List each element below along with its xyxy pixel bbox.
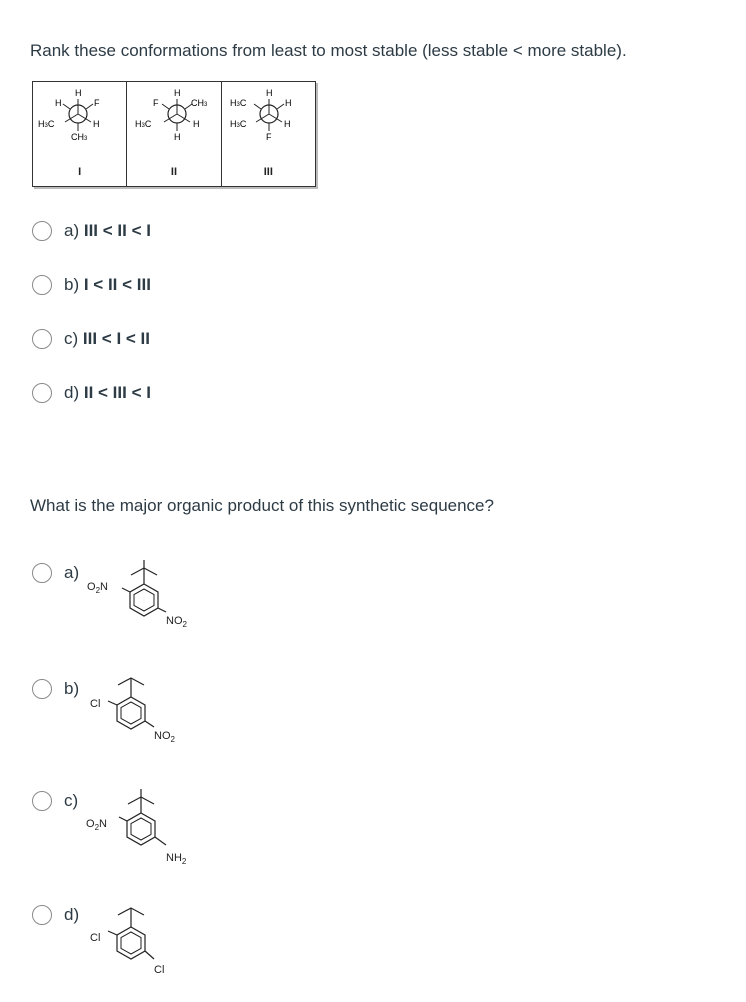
svg-text:CH3: CH3 bbox=[191, 98, 208, 108]
conformation-table bbox=[32, 81, 316, 187]
newman-projection-II-icon bbox=[127, 82, 227, 162]
svg-text:Cl: Cl bbox=[90, 698, 101, 710]
conformation-label-III: III bbox=[263, 166, 273, 178]
q1-option-c-radio[interactable] bbox=[32, 329, 52, 349]
conformation-III bbox=[222, 82, 315, 186]
conformation-label-II: II bbox=[170, 166, 178, 178]
q1-option-b[interactable] bbox=[32, 275, 151, 295]
q2-option-c-label: c) bbox=[64, 791, 79, 810]
q2-option-a-structure-icon bbox=[86, 560, 206, 645]
svg-text:F: F bbox=[94, 98, 100, 108]
q2-option-d-label: d) bbox=[64, 905, 80, 924]
svg-text:O2N: $O_2N$ bbox=[87, 581, 108, 595]
q1-option-a-radio[interactable] bbox=[32, 221, 52, 241]
q1-option-a[interactable] bbox=[32, 221, 151, 241]
svg-text:NO2: $NO_2$ bbox=[154, 730, 175, 744]
q1-option-a-label: a) III < II < I bbox=[64, 221, 151, 240]
svg-text:F: F bbox=[153, 98, 159, 108]
question2-prompt: What is the major organic product of this synthetic sequence? bbox=[30, 496, 494, 515]
q2-option-a-label: a) bbox=[64, 563, 80, 582]
svg-text:H: H bbox=[283, 119, 291, 129]
q2-option-a-radio[interactable] bbox=[32, 563, 52, 583]
q2-option-c-structure-icon bbox=[86, 789, 206, 874]
q2-option-b-radio[interactable] bbox=[32, 679, 52, 699]
svg-text:H: H bbox=[75, 88, 82, 98]
q2-option-a[interactable] bbox=[32, 563, 79, 583]
svg-text:H3C: H3C bbox=[229, 98, 246, 108]
newman-projection-III-icon bbox=[222, 82, 316, 162]
q2-option-c-radio[interactable] bbox=[32, 791, 52, 811]
svg-text:CH3: CH3 bbox=[71, 132, 88, 142]
q1-option-b-radio[interactable] bbox=[32, 275, 52, 295]
svg-text:NH2: $NH_2$ bbox=[166, 852, 187, 866]
q2-option-d-radio[interactable] bbox=[32, 905, 52, 925]
q1-option-d-label: d) II < III < I bbox=[64, 383, 151, 402]
q2-option-c[interactable] bbox=[32, 791, 78, 811]
conformation-label-I: I bbox=[78, 166, 82, 178]
question1-prompt: Rank these conformations from least to most stable (less stable < more stable). bbox=[30, 41, 627, 60]
svg-text:H3C: H3C bbox=[38, 119, 55, 129]
svg-text:F: F bbox=[265, 132, 272, 142]
q2-option-b[interactable] bbox=[32, 679, 79, 699]
q2-option-b-label: b) bbox=[64, 679, 80, 698]
svg-text:H: H bbox=[284, 98, 292, 108]
svg-text:H3C: H3C bbox=[229, 119, 246, 129]
q1-option-c[interactable] bbox=[32, 329, 150, 349]
svg-text:Cl: Cl bbox=[154, 964, 165, 976]
q1-option-d[interactable] bbox=[32, 383, 151, 403]
newman-projection-I-icon bbox=[33, 82, 123, 162]
q1-option-d-radio[interactable] bbox=[32, 383, 52, 403]
svg-text:H: H bbox=[55, 98, 62, 108]
svg-text:H: H bbox=[193, 119, 200, 129]
conformation-I bbox=[33, 82, 127, 186]
conformation-II bbox=[127, 82, 221, 186]
q1-option-c-label: c) III < I < II bbox=[64, 329, 150, 348]
svg-text:NO2: $NO_2$ bbox=[166, 615, 187, 629]
svg-text:H: H bbox=[93, 119, 100, 129]
q2-option-b-structure-icon bbox=[86, 673, 206, 758]
svg-text:H: H bbox=[174, 132, 181, 142]
svg-text:H: H bbox=[265, 88, 273, 98]
svg-text:H: H bbox=[174, 88, 181, 98]
svg-text:O2N: $O_2N$ bbox=[86, 818, 107, 832]
q2-option-d-structure-icon bbox=[86, 903, 206, 988]
svg-text:Cl: Cl bbox=[90, 932, 101, 944]
q2-option-d[interactable] bbox=[32, 905, 79, 925]
svg-text:H3C: H3C bbox=[135, 119, 152, 129]
q1-option-b-label: b) I < II < III bbox=[64, 275, 151, 294]
